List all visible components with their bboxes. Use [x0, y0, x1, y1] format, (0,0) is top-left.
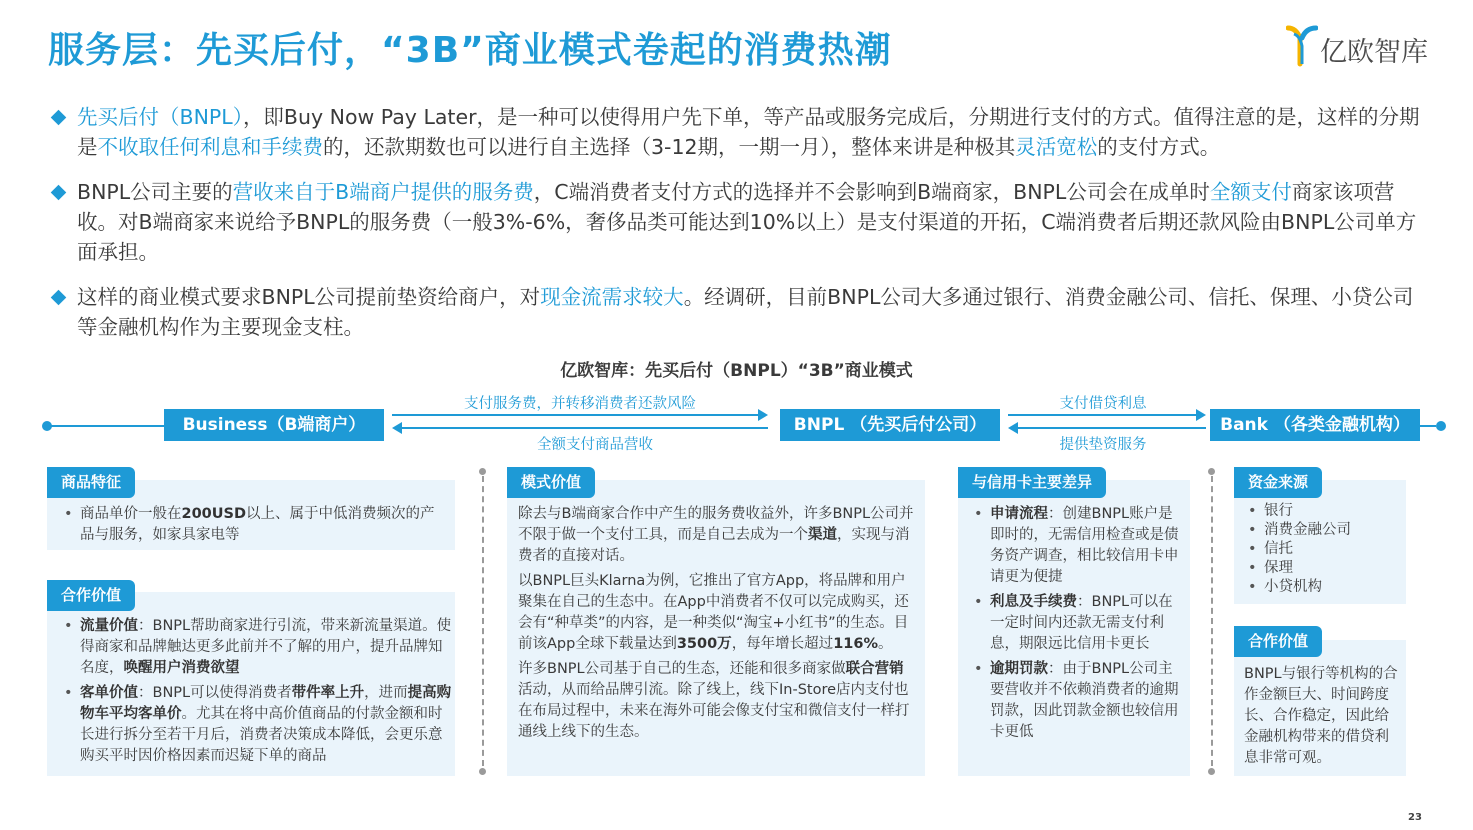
- yiou-logo-icon: [1286, 24, 1318, 68]
- card-tag: 商品特征: [47, 467, 135, 498]
- bullet-item: [50, 177, 1430, 267]
- diagram-title: 亿欧智库：先买后付（BNPL）“3B”商业模式: [560, 361, 913, 381]
- card-body: [58, 616, 454, 771]
- flow-arrow-left: [394, 427, 768, 429]
- card-body: [518, 504, 914, 747]
- card-body: [1242, 502, 1402, 597]
- card-tag: 资金来源: [1234, 467, 1322, 498]
- flow-label: 全额支付商品营收: [537, 437, 653, 453]
- flow-label: 支付服务费，并转移消费者还款风险: [464, 396, 696, 412]
- flow-arrow-right: [392, 414, 766, 416]
- card-tag: 与信用卡主要差异: [958, 467, 1106, 498]
- paragraph: 以BNPL巨头Klarna为例，它推出了官方App，将品牌和用户聚集在自己的生态中。在App中消费者不仅可以完成购买，还会有“种草类”的内容，是一种类似“淘宝+小红书”的生态。目前该App全球下载量达到3500万，每年增长超过116%。: [518, 573, 909, 652]
- list-item: • 信托: [1242, 540, 1402, 559]
- list-item: • 小贷机构: [1242, 578, 1402, 597]
- bullet-highlight: 不收取任何利息和手续费: [97, 135, 323, 159]
- brand-logo: [1286, 24, 1446, 68]
- bullet-highlight: 现金流需求较大: [540, 285, 684, 309]
- bullet-item: [50, 102, 1430, 162]
- bullet-highlight: 营收来自于B端商户提供的服务费: [232, 180, 534, 204]
- diamond-bullet-icon: [51, 290, 67, 306]
- page-number: 23: [1408, 812, 1422, 823]
- page-title: 服务层：先买后付，“3B”商业模式卷起的消费热潮: [48, 30, 892, 71]
- column-divider: [482, 476, 484, 766]
- entity-business: Business（B端商户）: [164, 409, 384, 441]
- flow-label: 提供垫资服务: [1059, 437, 1147, 453]
- list-item: • 消费金融公司: [1242, 521, 1402, 540]
- card-body: [968, 504, 1182, 747]
- bullet-text: 的，还款期数也可以进行自主选择（3-12期，一期一月），整体来讲是种极其: [323, 135, 1016, 159]
- list-item: • 保理: [1242, 559, 1402, 578]
- card-body: BNPL与银行等机构的合作金额巨大、时间跨度长、合作稳定，因此给金融机构带来的借贷利息非常可观。: [1244, 666, 1398, 766]
- intro-bullets: [50, 102, 1430, 357]
- bullet-text: ，即Buy Now Pay Later，是一种可以使得用户先下单，等产品或服务完成后，分期进行支付的方式。值得注意的是，这样的分期是: [77, 105, 1420, 159]
- bullet-highlight: 全额支付: [1209, 180, 1292, 204]
- bullet-highlight: 先买后付（BNPL）: [77, 105, 243, 129]
- bullet-text: 商家该项营收。对B端商家来说给予BNPL的服务费（一般3%-6%，奢侈品类可能达到10%以上）是支付渠道的开拓，C端消费者后期还款风险由BNPL公司单方面承担。: [77, 180, 1417, 264]
- axis-end-dot: [1436, 421, 1446, 431]
- card-body: [58, 504, 448, 550]
- bullet-item: [50, 282, 1430, 342]
- column-divider: [1211, 476, 1213, 766]
- diamond-bullet-icon: [51, 185, 67, 201]
- list-item: • 利息及手续费：BNPL可以在一定时间内还款无需支付利息，期限远比信用卡更长: [968, 592, 1182, 655]
- list-item: • 流量价值：BNPL帮助商家进行引流，带来新流量渠道。使得商家和品牌触达更多此前并不了解的用户，提升品牌知名度，唤醒用户消费欲望: [58, 616, 454, 679]
- entity-bank: Bank （各类金融机构）: [1210, 409, 1420, 441]
- paragraph: 许多BNPL公司基于自己的生态，还能和很多商家做联合营销活动，从而给品牌引流。除了线上，线下In-Store店内支付也在布局过程中，未来在海外可能会像支付宝和微信支付一样打通线上线下的生态。: [518, 661, 910, 740]
- flow-arrow-right: [1008, 414, 1204, 416]
- bullet-text: BNPL公司主要的: [77, 180, 233, 204]
- axis-line: [48, 425, 168, 427]
- list-item: • 商品单价一般在200USD以上、属于中低消费频次的产品与服务，如家具家电等: [58, 504, 448, 546]
- divider-dot: [479, 768, 486, 775]
- divider-dot: [1208, 768, 1215, 775]
- bullet-text: 的支付方式。: [1097, 135, 1221, 159]
- bullet-text: 。经调研，目前BNPL公司大多通过银行、消费金融公司、信托、保理、小贷公司等金融机构作为主要现金支柱。: [77, 285, 1414, 339]
- list-item: • 逾期罚款：由于BNPL公司主要营收并不依赖消费者的逾期罚款，因此罚款金额也较信用卡更低: [968, 659, 1182, 743]
- list-item: • 客单价值：BNPL可以使得消费者带件率上升，进而提高购物车平均客单价。尤其在将中高价值商品的付款金额和时长进行拆分至若干月后，消费者决策成本降低，会更乐意购买平时因价格因素而迟疑下单的商品: [58, 683, 454, 767]
- flow-arrow-left: [1010, 427, 1206, 429]
- card-tag: 合作价值: [1234, 626, 1322, 657]
- list-item: • 申请流程：创建BNPL账户是即时的，无需信用检查或是债务资产调查，相比较信用卡申请更为便捷: [968, 504, 1182, 588]
- paragraph: 除去与B端商家合作中产生的服务费收益外，许多BNPL公司并不限于做一个支付工具，而是自己去成为一个渠道，实现与消费者的直接对话。: [518, 506, 914, 564]
- card-tag: 合作价值: [47, 580, 135, 611]
- flow-label: 支付借贷利息: [1059, 396, 1147, 412]
- logo-text: 亿欧智库: [1320, 37, 1428, 68]
- list-item: • 银行: [1242, 502, 1402, 521]
- divider-dot: [479, 468, 486, 475]
- bullet-text: 这样的商业模式要求BNPL公司提前垫资给商户，对: [77, 285, 541, 309]
- bullet-text: ，C端消费者支付方式的选择并不会影响到B端商家，BNPL公司会在成单时: [533, 180, 1210, 204]
- bullet-highlight: 灵活宽松: [1015, 135, 1098, 159]
- divider-dot: [1208, 468, 1215, 475]
- diamond-bullet-icon: [51, 110, 67, 126]
- card-tag: 模式价值: [507, 467, 595, 498]
- entity-bnpl: BNPL （先买后付公司）: [780, 409, 1000, 441]
